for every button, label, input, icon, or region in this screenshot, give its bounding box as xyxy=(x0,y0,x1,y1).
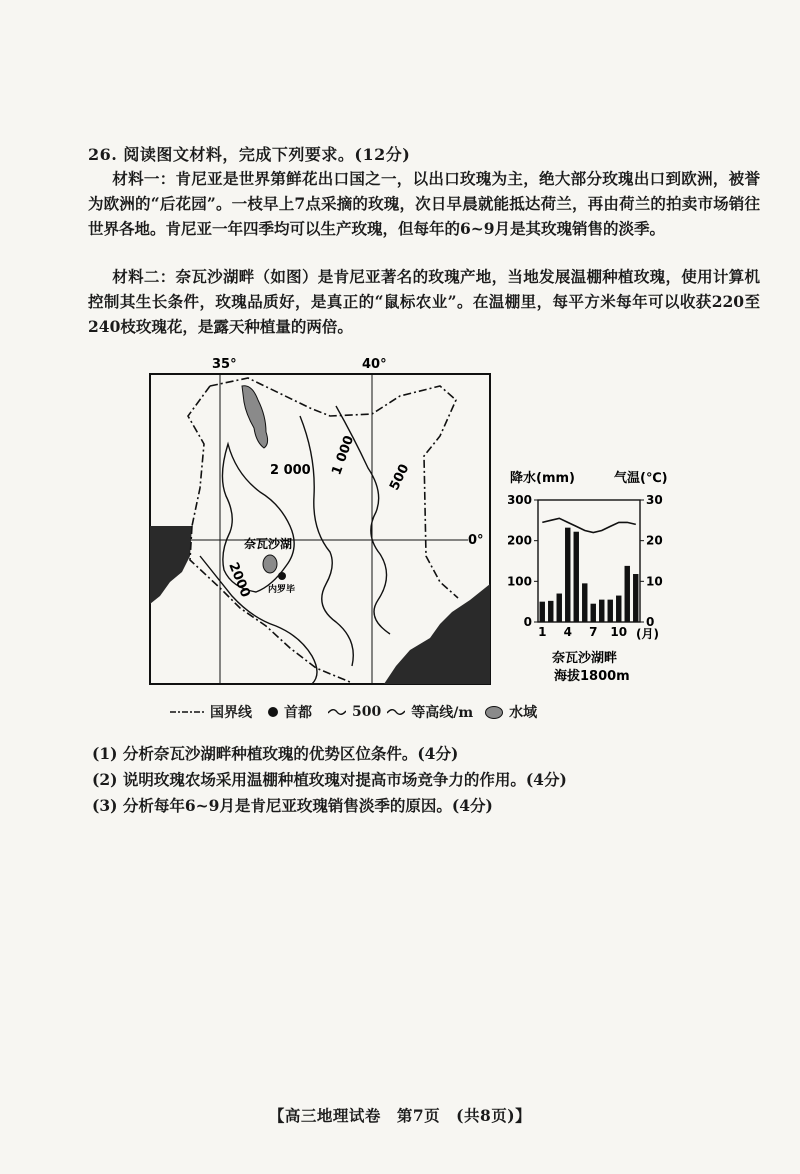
bars-group xyxy=(540,528,639,622)
contour-legend-icon-right xyxy=(387,707,405,717)
climate-chart xyxy=(508,466,688,696)
legend-contour-value: 500 xyxy=(352,704,382,720)
temp-line xyxy=(542,518,636,532)
precip-bar xyxy=(548,601,553,622)
material-two-label: 材料二： xyxy=(112,267,176,286)
precip-axis-label: 降水(mm) xyxy=(510,471,575,486)
lon-40-label: 40° xyxy=(362,357,387,372)
lake-naivasha-shape xyxy=(263,555,277,573)
precip-tick-label: 100 xyxy=(508,574,532,589)
temp-axis-label: 气温(℃) xyxy=(614,471,668,486)
temp-tick-label: 20 xyxy=(646,533,663,548)
month-tick-label: 4 xyxy=(563,625,572,639)
water-legend-icon xyxy=(485,706,503,719)
capital-label: 内罗毕 xyxy=(268,585,296,595)
precip-bar xyxy=(540,602,545,622)
page-footer: 【高三地理试卷 第7页 (共8页)】 xyxy=(268,1106,532,1125)
precip-tick-label: 300 xyxy=(508,493,532,507)
precip-bar xyxy=(625,566,630,622)
question-3: (3) 分析每年6~9月是肯尼亚玫瑰销售淡季的原因。(4分) xyxy=(92,796,493,815)
month-tick-label: 7 xyxy=(589,625,598,639)
legend-capital-label: 首都 xyxy=(284,705,312,721)
material-two-text: 奈瓦沙湖畔（如图）是肯尼亚著名的玫瑰产地，当地发展温棚种植玫瑰，使用计算机控制其生长条件，玫瑰品质好，是真正的“鼠标农业”。在温棚里，每平方米每年可以收获220至240枝玫瑰花，是露天种植量的两倍。 xyxy=(88,267,760,336)
caption-line-2: 海拔1800m xyxy=(554,669,630,684)
contour-legend-icon xyxy=(328,707,346,717)
precip-bar xyxy=(633,574,638,622)
question-title: 26. 阅读图文材料，完成下列要求。(12分) xyxy=(88,145,411,164)
precip-bar xyxy=(608,600,613,622)
contour-2000-label: 2 000 xyxy=(270,463,311,478)
contour-1000-label: 1 000 xyxy=(329,433,358,478)
month-tick-label: 1 xyxy=(538,625,547,639)
precip-bar xyxy=(565,528,570,622)
precip-bar xyxy=(616,596,621,622)
material-two xyxy=(88,264,760,339)
contour-500-label: 500 xyxy=(387,461,413,493)
capital-marker xyxy=(278,572,286,580)
precip-bar xyxy=(582,583,587,622)
caption-line-1: 奈瓦沙湖畔 xyxy=(552,651,618,666)
legend-water-label: 水域 xyxy=(509,705,538,721)
precip-tick-label: 200 xyxy=(508,533,532,548)
legend-contour-label: 等高线/m xyxy=(411,705,474,721)
question-2: (2) 说明玫瑰农场采用温棚种植玫瑰对提高市场竞争力的作用。(4分) xyxy=(92,770,567,789)
lat-0-label: 0° xyxy=(468,533,484,548)
climate-chart-svg xyxy=(508,466,688,696)
temp-tick-label: 30 xyxy=(646,493,663,507)
capital-legend-icon xyxy=(268,707,278,717)
temp-line-group xyxy=(542,518,636,532)
question-1: (1) 分析奈瓦沙湖畔种植玫瑰的优势区位条件。(4分) xyxy=(92,744,459,763)
border-legend-icon xyxy=(170,708,204,716)
precip-bar xyxy=(557,594,562,622)
material-one-label: 材料一： xyxy=(112,169,176,188)
kenya-map-svg xyxy=(140,356,500,686)
temp-tick-label: 0 xyxy=(646,615,655,629)
map-legend xyxy=(170,702,537,722)
lon-35-label: 35° xyxy=(212,357,237,372)
precip-bar xyxy=(574,532,579,622)
month-unit-label: (月) xyxy=(636,627,659,641)
precip-bar xyxy=(591,604,596,622)
precip-tick-label: 0 xyxy=(523,615,532,629)
material-one xyxy=(88,166,760,241)
kenya-map xyxy=(140,356,500,686)
legend-border-label: 国界线 xyxy=(210,705,252,721)
material-one-text: 肯尼亚是世界第鲜花出口国之一，以出口玫瑰为主，绝大部分玫瑰出口到欧洲，被誉为欧洲的“后花园”。一枝早上7点采摘的玫瑰，次日早晨就能抵达荷兰，再由荷兰的拍卖市场销往世界各地。肯尼亚一年四季均可以生产玫瑰，但每年的6~9月是其玫瑰销售的淡季。 xyxy=(88,169,760,238)
lake-naivasha-label: 奈瓦沙湖 xyxy=(244,537,293,551)
month-tick-label: 10 xyxy=(610,625,628,639)
temp-tick-label: 10 xyxy=(646,574,663,589)
precip-bar xyxy=(599,600,604,622)
contour-2000b-label: 2000 xyxy=(225,560,253,600)
